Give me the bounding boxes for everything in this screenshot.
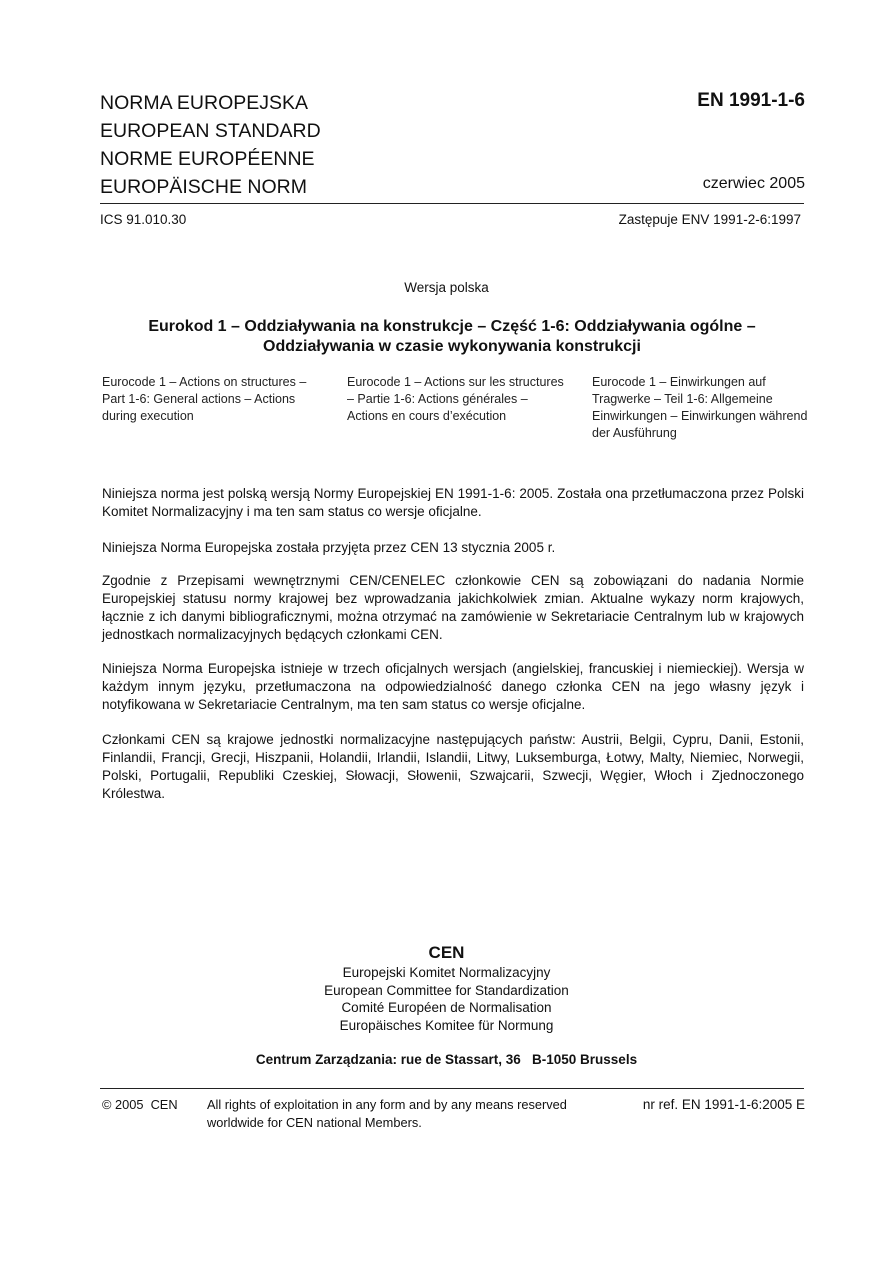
main-title — [100, 317, 804, 357]
cen-title: CEN — [428, 943, 465, 962]
cen-address: Centrum Zarządzania: rue de Stassart, 36 B-1050 Brussels — [255, 1052, 638, 1067]
footer-divider — [100, 1088, 804, 1089]
standard-titles — [100, 89, 321, 201]
paragraph-approval: Niniejsza Norma Europejska została przyjęta przez CEN 13 stycznia 2005 r. — [102, 540, 556, 555]
subtitle-en: Eurocode 1 – Actions on structures – Part 1-6: General actions – Actions during execution — [102, 375, 307, 423]
cen-names — [0, 964, 893, 1034]
title-fr: NORME EUROPÉENNE — [100, 148, 315, 170]
paragraph-translation: Niniejsza norma jest polską wersją Normy Europejskiej EN 1991-1-6: 2005. Została ona przetłumaczona przez Polski Komitet Normalizacyjny i ma ten sam status co wersje oficjalne. — [102, 486, 804, 519]
main-title-line-2: Oddziaływania w czasie wykonywania konstrukcji — [263, 338, 641, 355]
publication-date: czerwiec 2005 — [702, 175, 805, 192]
title-en: EUROPEAN STANDARD — [100, 120, 321, 142]
version-label: Wersja polska — [404, 280, 489, 295]
cen-name-pl: Europejski Komitet Normalizacyjny — [342, 965, 551, 980]
rights-statement: All rights of exploitation in any form and by any means reserved worldwide for CEN national Members. — [207, 1097, 567, 1130]
cen-name-en: European Committee for Standardization — [324, 982, 569, 998]
reference-number: nr ref. EN 1991-1-6:2005 E — [642, 1097, 805, 1112]
copyright: © 2005 CEN — [102, 1097, 178, 1112]
main-title-line-1: Eurokod 1 – Oddziaływania na konstrukcje – Część 1-6: Oddziaływania ogólne – — [148, 318, 756, 335]
cen-name-fr: Comité Européen de Normalisation — [341, 1000, 552, 1015]
title-pl: NORMA EUROPEJSKA — [100, 92, 309, 114]
paragraph-members: Członkami CEN są krajowe jednostki normalizacyjne następujących państw: Austrii, Belgii, Cypru, Danii, Estonii, Finlandii, Francji, Grecji, Hiszpanii, Holandii, Irlandii, Islandii, Litwy, Luksemburga, Łotwy, Malty, Niemiec, Norwegii, Polski, Portugalii, Republiki Czeskiej, Słowacji, Słowenii, Szwajcarii, Szwecji, Węgier, Włoch i Zjednoczonego Królestwa. — [102, 732, 804, 801]
cen-name-de: Europäisches Komitee für Normung — [339, 1017, 554, 1033]
document-number: EN 1991-1-6 — [697, 90, 805, 111]
subtitle-fr: Eurocode 1 – Actions sur les structures – Partie 1-6: Actions générales – Actions en cours d’exécution — [347, 375, 564, 423]
title-de: EUROPÄISCHE NORM — [100, 176, 307, 198]
header-divider — [100, 203, 804, 204]
ics-code: ICS 91.010.30 — [100, 212, 187, 227]
subtitle-de: Eurocode 1 – Einwirkungen auf Tragwerke – Teil 1-6: Allgemeine Einwirkungen – Einwirkungen während der Ausführung — [592, 375, 808, 440]
paragraph-regulations: Zgodnie z Przepisami wewnętrznymi CEN/CENELEC członkowie CEN są zobowiązani do nadania Normie Europejskiej statusu normy krajowej bez wprowadzania jakichkolwiek zmian. Aktualne wykazy norm krajowych, łącznie z ich danymi bibliograficznymi, można otrzymać na zamówienie w Sekretariacie Centralnym lub w krajowych jednostkach normalizacyjnych będących członkami CEN. — [102, 573, 804, 642]
paragraph-versions: Niniejsza Norma Europejska istnieje w trzech oficjalnych wersjach (angielskiej, francuskiej i niemieckiej). Wersja w każdym innym języku, przetłumaczona na odpowiedzialność danego członka CEN na jego własny język i notyfikowana w Sekretariacie Centralnym, ma ten sam status co wersje oficjalne. — [102, 661, 804, 712]
supersedes-note: Zastępuje ENV 1991-2-6:1997 — [618, 212, 801, 227]
